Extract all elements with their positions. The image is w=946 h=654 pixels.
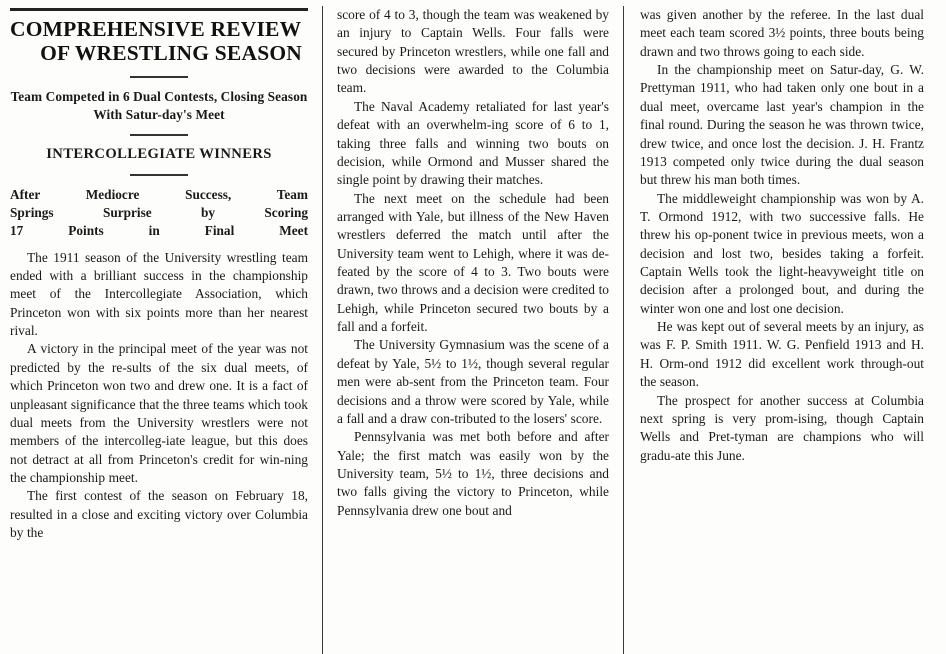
- headline-line-2: OF WRESTLING SEASON: [40, 41, 302, 66]
- column-one: [10, 6, 322, 654]
- paragraph: He was kept out of several meets by an injury, as was F. P. Smith 1911. W. G. Penfield 1913 and H. H. Orm-ond 1912 did excellent work through-out the season.: [640, 319, 924, 390]
- deck-two-line-1: After Mediocre Success, Team: [10, 187, 308, 203]
- column-two: [323, 6, 623, 654]
- paragraph: The first contest of the season on February 18, resulted in a close and exciting victory over Columbia by the: [10, 488, 308, 541]
- headline-divider: [130, 76, 188, 78]
- column-three-body: [640, 6, 924, 465]
- paragraph: was given another by the referee. In the last dual meet each team scored 3½ points, three bouts being drawn and two throws going to each side.: [640, 7, 924, 59]
- paragraph: A victory in the principal meet of the year was not predicted by the re-sults of the six dual meets, of which Princeton won two and drew one. It is a fact of unpleasant significance that the three teams which took dual meets from the University wrestlers were not members of the intercolleg-iate league, but this does not detract at all from Princeton's credit for win-ning the championship meet.: [10, 341, 308, 485]
- article-columns: [10, 6, 938, 654]
- deck-divider-two: [130, 174, 188, 176]
- paragraph: The Naval Academy retaliated for last year's defeat with an overwhelm-ing score of 6 to 1, taking three falls and winning two bouts on decision, while Ormond and Musser shared the single point by drawing their matches.: [337, 98, 609, 188]
- column-one-body: [10, 249, 308, 543]
- headline-line-1: COMPREHENSIVE REVIEW: [10, 17, 302, 41]
- deck-two-line-2: Springs Surprise by Scoring: [10, 205, 308, 221]
- paragraph: Pennsylvania was met both before and after Yale; the first match was easily won by the University team, 5½ to 1½, three decisions and two falls giving the victory to Princeton, while Pennsylvania drew one bout and: [337, 429, 609, 518]
- paragraph: The University Gymnasium was the scene of a defeat by Yale, 5½ to 1½, though several regular men were ab-sent from the Princeton team. Four decisions and a throw were scored by Yale, while a fall and a draw con-tributed to the losers' score.: [337, 337, 609, 426]
- column-two-body: [337, 6, 609, 520]
- article-deck-two: [10, 186, 308, 239]
- paragraph: The prospect for another success at Columbia next spring is very prom-ising, though Captain Wells and Pret-tyman are champions who will gradu-ate this June.: [640, 392, 924, 463]
- paragraph: score of 4 to 3, though the team was weakened by an injury to Captain Wells. Four falls were secured by Princeton wrestlers, while one fall and two decisions were awarded to the Columbia team.: [337, 7, 609, 96]
- article-headline: [10, 8, 308, 65]
- paragraph: The next meet on the schedule had been arranged with Yale, but illness of the New Haven wrestlers deferred the match until after the University team went to Lehigh, where it was de-feated by the score of 4 to 3. Two bouts were drawn, two throws and a decision were credited to Lehigh, while Princeton secured two bouts by a fall and a forfeit.: [337, 190, 609, 335]
- paragraph: The middleweight championship was won by A. T. Ormond 1912, with two successive falls. He threw his op-ponent twice in previous meets, won a decision and lost two, besides taking a forfeit. Captain Wells took the light-heavyweight title on decision after a prolonged bout, and during the winter won one and lost one decision.: [640, 190, 924, 316]
- column-three: [624, 6, 924, 654]
- deck-divider-one: [130, 134, 188, 136]
- deck-two-line-3: 17 Points in Final Meet: [10, 222, 308, 238]
- paragraph: In the championship meet on Satur-day, G. W. Prettyman 1911, who had taken only one bout in a dual meet, overcame last year's champion in the final round. During the season he was thrown twice, drew twice, and once lost the decision. J. H. Frantz 1913 competed only twice during the dual season but threw his man both times.: [640, 62, 924, 188]
- article-subhead: INTERCOLLEGIATE WINNERS: [46, 146, 272, 163]
- paragraph: The 1911 season of the University wrestling team ended with a brilliant success in the championship meet of the Intercollegiate Association, which Princeton won with six points more than her nearest rival.: [10, 249, 308, 339]
- article-deck-one: Team Competed in 6 Dual Contests, Closing Season With Satur-day's Meet: [10, 89, 308, 122]
